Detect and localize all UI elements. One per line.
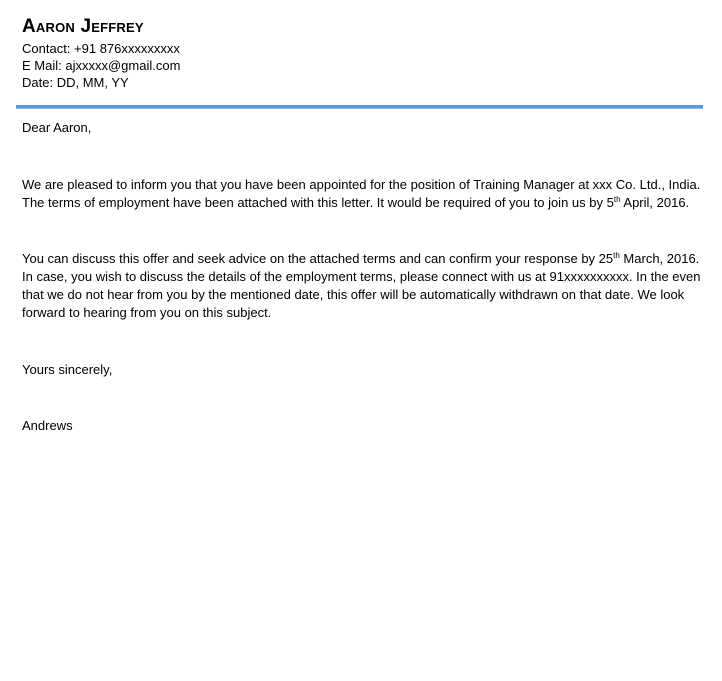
signature: Andrews [22, 418, 73, 433]
contact-line [22, 40, 702, 57]
ordinal-suffix: th [613, 195, 621, 204]
date-label: Date: [22, 75, 57, 90]
email-value: ajxxxxx@gmail.com [65, 58, 181, 73]
contact-value: +91 876xxxxxxxxx [74, 41, 180, 56]
paragraph-text: April, 2016. [620, 195, 690, 210]
paragraph-text: You can discuss this offer and seek advice on the attached terms and can confirm your response by 25 [22, 251, 614, 266]
date-line [22, 74, 702, 91]
paragraph-text: We are pleased to inform you that you have been appointed for the position of Training Manager at xxx Co. Ltd., India. The terms of employment have been attached with this letter. It would be required of you to join us by 5 [22, 177, 701, 210]
paragraph-response [22, 250, 702, 322]
sender-name: Aaron Jeffrey [22, 16, 144, 37]
email-label: E Mail: [22, 58, 66, 73]
date-value: DD, MM, YY [56, 75, 129, 90]
contact-label: Contact: [22, 41, 75, 56]
salutation: Dear Aaron, [22, 120, 92, 135]
closing: Yours sincerely, [22, 362, 113, 377]
header-divider [16, 105, 703, 109]
email-line [22, 57, 702, 74]
paragraph-text: March, 2016. In case, you wish to discuss the details of the employment terms, please connect with us at 91xxxxxxxxxx. In the even that we do not hear from you by the mentioned date, this offer will be automatically withdrawn on that date. We look forward to hearing from you on this subject. [22, 251, 701, 320]
ordinal-suffix: th [613, 251, 620, 260]
paragraph-appointment [22, 176, 702, 212]
letter-header [22, 14, 702, 91]
